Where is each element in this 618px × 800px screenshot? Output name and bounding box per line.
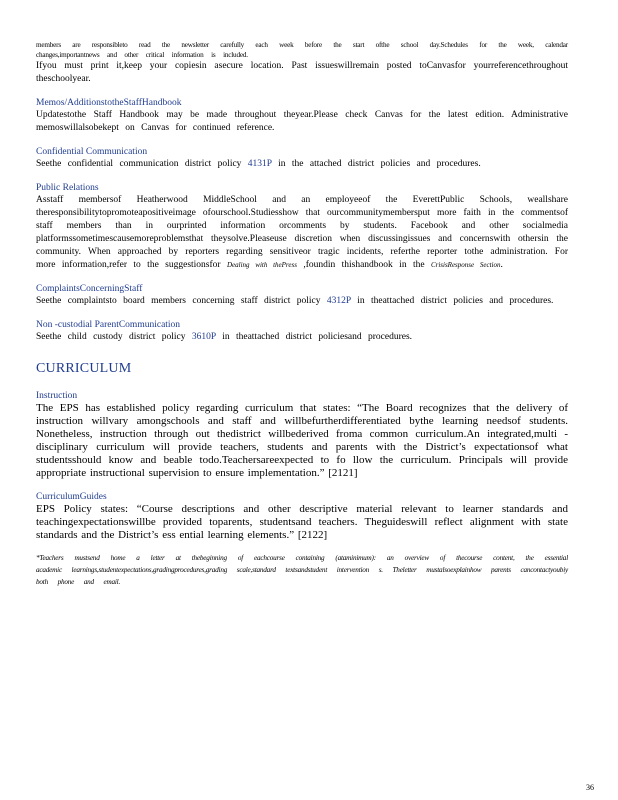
confidential-heading: Confidential Communication — [36, 147, 148, 157]
policy-ref-4131P[interactable]: 4131P — [247, 159, 272, 169]
public-relations-text-end: . — [500, 260, 503, 270]
complaints-heading: ComplaintsConcerningStaff — [36, 284, 143, 294]
document-page — [36, 40, 568, 588]
curriculum-guides-text: EPS Policy states: “Course descriptions and other descriptive material relevant to learner standards and teachingexpectationswillbe provided toparents, studentsand teachers. Theguideswill reflect alignment with state standards and the District’s ess ential learning elements.” [2122] — [36, 503, 568, 541]
intro-line-2: Ifyou must print it,keep your copiesin asecure location. Past issueswillremain posted toCanvasfor yourreferencethroughout theschoolyear. — [36, 61, 568, 84]
complaints-text-pre: Seethe complaintsto board members concerning staff district policy — [36, 296, 321, 306]
dealing-with-press-ref: Dealing with thePress — [226, 261, 297, 269]
curriculum-title: CURRICULUM — [36, 361, 132, 376]
intro-line-1: members are responsibleto read the newsletter carefully each week before the start ofthe school day.Schedules for the week, calendar changes,importantnews and other critical information is included. — [36, 41, 568, 59]
noncustodial-text — [36, 331, 568, 344]
policy-ref-3610P[interactable]: 3610P — [191, 332, 216, 342]
noncustodial-heading: Non -custodial ParentCommunication — [36, 320, 181, 330]
confidential-text — [36, 158, 568, 171]
public-relations-text — [36, 194, 568, 272]
public-relations-text-mid: ,foundin thishandbook in the — [303, 260, 425, 270]
confidential-text-post: in the attached district policies and procedures. — [278, 159, 481, 169]
teacher-letter-note: *Teachers mustsend home a letter at thebeginning of eachcourse containing (ataminimum): an overview of thecourse content, the essential academic learnings,studentexpectations,gradingprocedures,grading scale,standard textsandstudent intervention s. Theletter mustalsoexplainhow parents cancontactyoubiy both phone and email. — [36, 554, 568, 586]
complaints-text-post: in theattached district policies and procedures. — [357, 296, 554, 306]
page-number: 36 — [586, 783, 594, 792]
crisis-response-ref: CrisisResponse Section — [430, 261, 501, 269]
confidential-text-pre: Seethe confidential communication district policy — [36, 159, 242, 169]
memos-text: Updatestothe Staff Handbook may be made throughout theyear.Please check Canvas for the latest edition. Administrative memoswillalsobekept on Canvas for continued reference. — [36, 110, 568, 133]
public-relations-text-main: Asstaff membersof Heatherwood MiddleSchool and an employeeof the EverettPublic Schools, weallshare theresponsibilitytopromoteapositiveimage ofourschool.Studiesshow that ourcommunitymembersput more faith in the commentsof staff members than in ourprinted information orcomments by students. Facebook and other socialmedia platformssometimescausemoreproblemsthat theysolve.Pleaseuse discretion when discussingissues and concernswith othersin the community. When approached by reporters regarding sensitiveor tragic incidents, referthe reporter tothe administration. For more information,refer to the suggestionsfor — [36, 195, 568, 270]
instruction-text: The EPS has established policy regarding curriculum that states: “The Board recognizes that the delivery of instruction willvary amongschools and staff and willbefurtherdifferentiated bythe learning needsof students. Nonetheless, instruction through out thedistrict willbederived froma common curriculum.An integrated,multi -disciplinary curriculum will provide teachers, students and parents with the District’s expectationsof what studentsshould know and beable todo.Teachersareexpected to fo llow the curriculum. Principals will provide appropriate instructional supervision to ensure implementation.” [2121] — [36, 402, 568, 479]
memos-heading: Memos/AdditionstotheStaffHandbook — [36, 98, 182, 108]
instruction-heading: Instruction — [36, 391, 78, 401]
policy-ref-4312P[interactable]: 4312P — [326, 296, 351, 306]
noncustodial-text-post: in theattached district policiesand procedures. — [222, 332, 413, 342]
complaints-text — [36, 295, 568, 308]
public-relations-heading: Public Relations — [36, 183, 99, 193]
curriculum-guides-heading: CurriculumGuides — [36, 492, 107, 502]
noncustodial-text-pre: Seethe child custody district policy — [36, 332, 186, 342]
